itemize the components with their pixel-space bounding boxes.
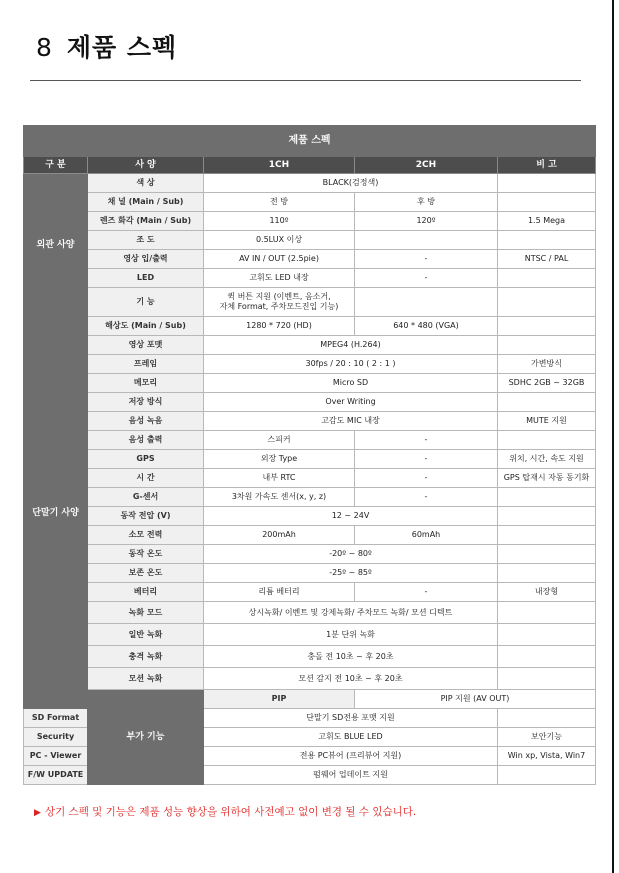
table-row	[24, 374, 596, 393]
item-label: 베터리	[88, 583, 204, 602]
cell-note: GPS 탑재시 자동 동기화	[498, 469, 596, 488]
cell-2ch: -	[355, 250, 498, 269]
group-terminal: 단말기 사양	[24, 317, 88, 709]
item-label: 렌즈 화각 (Main / Sub)	[88, 212, 204, 231]
header-2ch: 2CH	[355, 157, 498, 174]
cell-1ch: 내부 RTC	[204, 469, 355, 488]
cell-note: 내장형	[498, 583, 596, 602]
table-row	[24, 583, 596, 602]
item-label: 기 능	[88, 288, 204, 317]
cell-note: 가변방식	[498, 355, 596, 374]
cell-value: Over Writing	[204, 393, 498, 412]
cell-note	[498, 336, 596, 355]
item-label: 동작 전압 (V)	[88, 507, 204, 526]
cell-note: MUTE 지원	[498, 412, 596, 431]
cell-1ch: 리튬 베터리	[204, 583, 355, 602]
cell-note	[498, 488, 596, 507]
group-exterior: 외관 사양	[24, 174, 88, 317]
table-row	[24, 690, 596, 709]
item-label: 모션 녹화	[88, 668, 204, 690]
cell-note	[498, 624, 596, 646]
cell-value: BLACK(검정색)	[204, 174, 498, 193]
table-row	[24, 450, 596, 469]
right-edge-rule	[612, 0, 614, 873]
item-label: 채 널 (Main / Sub)	[88, 193, 204, 212]
item-label: GPS	[88, 450, 204, 469]
cell-note: 보안기능	[498, 728, 596, 747]
cell-2ch: -	[355, 269, 498, 288]
cell-note	[498, 393, 596, 412]
item-label: PIP	[204, 690, 355, 709]
cell-note: 1.5 Mega	[498, 212, 596, 231]
triangle-arrow-icon: ▶	[34, 808, 41, 818]
table-row	[24, 336, 596, 355]
table-row	[24, 668, 596, 690]
section-number: 8	[36, 33, 53, 62]
cell-2ch	[355, 288, 498, 317]
cell-note: 위치, 시간, 속도 지원	[498, 450, 596, 469]
cell-1ch: 110º	[204, 212, 355, 231]
table-row	[24, 412, 596, 431]
cell-2ch	[355, 231, 498, 250]
cell-value: MPEG4 (H.264)	[204, 336, 498, 355]
table-row	[24, 231, 596, 250]
item-label: 녹화 모드	[88, 602, 204, 624]
cell-note	[498, 526, 596, 545]
item-label: 메모리	[88, 374, 204, 393]
table-row	[24, 545, 596, 564]
item-label: 일반 녹화	[88, 624, 204, 646]
cell-value: 충돌 전 10초 ~ 후 20초	[204, 646, 498, 668]
cell-value: -20º ~ 80º	[204, 545, 498, 564]
table-row	[24, 355, 596, 374]
item-label: 영상 입/출력	[88, 250, 204, 269]
item-label: 색 상	[88, 174, 204, 193]
cell-2ch: 60mAh	[355, 526, 498, 545]
cell-note	[498, 507, 596, 526]
cell-line: 퀵 버튼 지원 (이벤트, 음소거,	[227, 292, 331, 301]
table-row	[24, 469, 596, 488]
cell-value: 12 ~ 24V	[204, 507, 498, 526]
item-label: Security	[24, 728, 88, 747]
cell-value: 1분 단위 녹화	[204, 624, 498, 646]
item-label: SD Format	[24, 709, 88, 728]
item-label: 조 도	[88, 231, 204, 250]
item-label: 프레임	[88, 355, 204, 374]
header-1ch: 1CH	[204, 157, 355, 174]
item-label: LED	[88, 269, 204, 288]
cell-note	[498, 564, 596, 583]
table-row	[24, 250, 596, 269]
cell-value: 30fps / 20 : 10 ( 2 : 1 )	[204, 355, 498, 374]
item-label: 영상 포맷	[88, 336, 204, 355]
header-note: 비 고	[498, 157, 596, 174]
item-label: 해상도 (Main / Sub)	[88, 317, 204, 336]
cell-note: NTSC / PAL	[498, 250, 596, 269]
cell-value: PIP 지원 (AV OUT)	[355, 690, 596, 709]
cell-1ch: AV IN / OUT (2.5pie)	[204, 250, 355, 269]
table-title: 제품 스펙	[24, 126, 596, 157]
item-label: 시 간	[88, 469, 204, 488]
cell-value: 고감도 MIC 내장	[204, 412, 498, 431]
cell-value: -25º ~ 85º	[204, 564, 498, 583]
table-row	[24, 624, 596, 646]
cell-note: SDHC 2GB ~ 32GB	[498, 374, 596, 393]
cell-1ch	[204, 288, 355, 317]
cell-1ch: 고휘도 LED 내장	[204, 269, 355, 288]
table-row	[24, 564, 596, 583]
table-row	[24, 393, 596, 412]
cell-value: 상시녹화/ 이벤트 및 강제녹화/ 주차모드 녹화/ 모션 디텍트	[204, 602, 498, 624]
item-label: F/W UPDATE	[24, 766, 88, 785]
spec-table	[23, 125, 596, 785]
header-category: 구 분	[24, 157, 88, 174]
table-row	[24, 507, 596, 526]
cell-note	[498, 288, 596, 317]
table-row	[24, 193, 596, 212]
cell-1ch: 200mAh	[204, 526, 355, 545]
cell-1ch: 전 방	[204, 193, 355, 212]
cell-note	[498, 174, 596, 193]
cell-value: 고휘도 BLUE LED	[204, 728, 498, 747]
cell-1ch: 스피커	[204, 431, 355, 450]
table-row	[24, 602, 596, 624]
notice-text	[34, 804, 416, 819]
title-divider	[30, 80, 581, 81]
table-row	[24, 174, 596, 193]
cell-value: 전용 PC뷰어 (프리뷰어 지원)	[204, 747, 498, 766]
notice-message: 상기 스펙 및 기능은 제품 성능 향상을 위하여 사전예고 없이 변경 될 수 있습니다.	[44, 806, 417, 818]
cell-value: 펌웨어 업데이트 지원	[204, 766, 498, 785]
page-title	[36, 28, 177, 64]
cell-note	[498, 317, 596, 336]
table-row	[24, 646, 596, 668]
section-title: 제품 스펙	[66, 33, 178, 62]
cell-note	[498, 668, 596, 690]
cell-2ch: -	[355, 583, 498, 602]
cell-note	[498, 545, 596, 564]
cell-2ch: 120º	[355, 212, 498, 231]
cell-note	[498, 431, 596, 450]
item-label: 충격 녹화	[88, 646, 204, 668]
cell-1ch: 1280 * 720 (HD)	[204, 317, 355, 336]
item-label: PC - Viewer	[24, 747, 88, 766]
cell-2ch: -	[355, 469, 498, 488]
item-label: 음성 녹음	[88, 412, 204, 431]
table-row	[24, 488, 596, 507]
item-label: 저장 방식	[88, 393, 204, 412]
cell-1ch: 0.5LUX 이상	[204, 231, 355, 250]
table-row	[24, 288, 596, 317]
group-extra: 부가 기능	[88, 690, 204, 785]
item-label: 음성 출력	[88, 431, 204, 450]
cell-note: Win xp, Vista, Win7	[498, 747, 596, 766]
table-row	[24, 269, 596, 288]
item-label: 동작 온도	[88, 545, 204, 564]
table-row	[24, 526, 596, 545]
cell-line: 자체 Format, 주차모드진입 기능)	[219, 302, 339, 311]
item-label: 소모 전력	[88, 526, 204, 545]
cell-note	[498, 766, 596, 785]
item-label: 보존 온도	[88, 564, 204, 583]
cell-2ch: -	[355, 450, 498, 469]
cell-note	[498, 269, 596, 288]
table-row	[24, 431, 596, 450]
cell-1ch: 3차원 가속도 센서(x, y, z)	[204, 488, 355, 507]
cell-value: 모션 감지 전 10초 ~ 후 20초	[204, 668, 498, 690]
cell-2ch: 640 * 480 (VGA)	[355, 317, 498, 336]
cell-value: Micro SD	[204, 374, 498, 393]
cell-value: 단말기 SD전용 포맷 지원	[204, 709, 498, 728]
cell-note	[498, 646, 596, 668]
cell-2ch: 후 방	[355, 193, 498, 212]
cell-note	[498, 602, 596, 624]
item-label: G-센서	[88, 488, 204, 507]
cell-note	[498, 193, 596, 212]
cell-note	[498, 709, 596, 728]
header-spec: 사 양	[88, 157, 204, 174]
cell-2ch: -	[355, 431, 498, 450]
table-row	[24, 212, 596, 231]
cell-2ch: -	[355, 488, 498, 507]
cell-note	[498, 231, 596, 250]
table-row	[24, 317, 596, 336]
cell-1ch: 외장 Type	[204, 450, 355, 469]
